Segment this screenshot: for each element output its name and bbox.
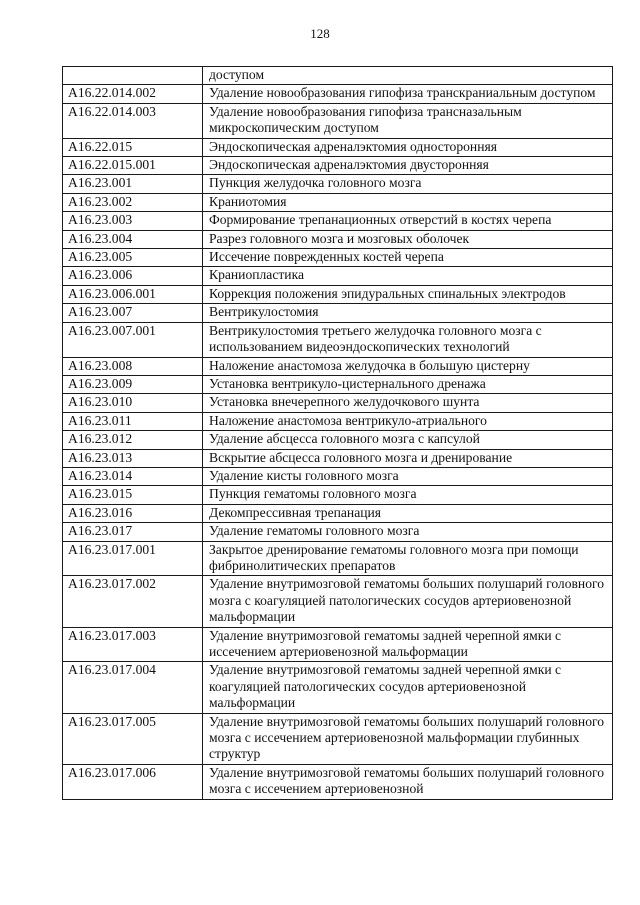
service-code-cell: А16.23.009 — [63, 375, 203, 393]
table-row — [63, 230, 613, 248]
service-name-cell: Пункция желудочка головного мозга — [203, 175, 613, 193]
service-code-cell: А16.23.017.006 — [63, 764, 203, 799]
table-row — [63, 304, 613, 322]
services-table-body — [63, 67, 613, 800]
table-row — [63, 467, 613, 485]
table-row — [63, 193, 613, 211]
service-name-cell: Установка вентрикуло-цистернального дренажа — [203, 375, 613, 393]
service-name-cell: Вентрикулостомия — [203, 304, 613, 322]
service-code-cell: А16.23.006.001 — [63, 285, 203, 303]
service-name-cell: Наложение анастомоза вентрикуло-атриального — [203, 412, 613, 430]
service-code-cell: А16.23.016 — [63, 504, 203, 522]
table-row — [63, 431, 613, 449]
service-name-cell: Удаление абсцесса головного мозга с капсулой — [203, 431, 613, 449]
service-name-cell: Краниотомия — [203, 193, 613, 211]
service-code-cell: А16.23.002 — [63, 193, 203, 211]
table-row — [63, 764, 613, 799]
service-code-cell: А16.23.012 — [63, 431, 203, 449]
table-row — [63, 322, 613, 357]
service-name-cell: Удаление новообразования гипофиза транскраниальным доступом — [203, 85, 613, 103]
service-code-cell: А16.23.017.005 — [63, 713, 203, 764]
service-name-cell: Эндоскопическая адреналэктомия двусторонняя — [203, 157, 613, 175]
service-name-cell: Пункция гематомы головного мозга — [203, 486, 613, 504]
table-row — [63, 138, 613, 156]
service-code-cell: А16.23.004 — [63, 230, 203, 248]
service-name-cell: Формирование трепанационных отверстий в костях черепа — [203, 212, 613, 230]
table-row — [63, 357, 613, 375]
service-code-cell: А16.23.013 — [63, 449, 203, 467]
service-code-cell: А16.23.017 — [63, 523, 203, 541]
table-row — [63, 394, 613, 412]
table-row — [63, 285, 613, 303]
table-row — [63, 85, 613, 103]
table-row — [63, 175, 613, 193]
service-code-cell: А16.23.007.001 — [63, 322, 203, 357]
service-name-cell: Краниопластика — [203, 267, 613, 285]
table-row — [63, 662, 613, 713]
service-name-cell: Удаление внутримозговой гематомы задней черепной ямки с иссечением артериовенозной мальформации — [203, 627, 613, 662]
services-table — [62, 66, 613, 800]
table-row — [63, 486, 613, 504]
service-code-cell: А16.23.017.003 — [63, 627, 203, 662]
service-name-cell: Удаление новообразования гипофиза трансназальным микроскопическим доступом — [203, 103, 613, 138]
table-row — [63, 449, 613, 467]
service-name-cell: Наложение анастомоза желудочка в большую цистерну — [203, 357, 613, 375]
service-code-cell: А16.23.011 — [63, 412, 203, 430]
service-name-cell: Разрез головного мозга и мозговых оболочек — [203, 230, 613, 248]
service-code-cell: А16.23.014 — [63, 467, 203, 485]
service-name-cell: Вскрытие абсцесса головного мозга и дренирование — [203, 449, 613, 467]
service-name-cell: Удаление внутримозговой гематомы задней черепной ямки с коагуляцией патологических сосудов артериовенозной мальформации — [203, 662, 613, 713]
page-number: 128 — [310, 26, 330, 41]
service-name-cell: Удаление кисты головного мозга — [203, 467, 613, 485]
service-code-cell: А16.23.003 — [63, 212, 203, 230]
service-code-cell: А16.23.007 — [63, 304, 203, 322]
service-code-cell: А16.22.014.002 — [63, 85, 203, 103]
table-row — [63, 249, 613, 267]
table-row — [63, 212, 613, 230]
service-name-cell: Удаление внутримозговой гематомы больших полушарий головного мозга с иссечением артериовенозной — [203, 764, 613, 799]
service-name-cell: Закрытое дренирование гематомы головного мозга при помощи фибринолитических препаратов — [203, 541, 613, 576]
service-code-cell — [63, 67, 203, 85]
service-code-cell: А16.23.001 — [63, 175, 203, 193]
service-name-cell: Коррекция положения эпидуральных спинальных электродов — [203, 285, 613, 303]
service-name-cell: Вентрикулостомия третьего желудочка головного мозга с использованием видеоэндоскопических технологий — [203, 322, 613, 357]
service-code-cell: А16.23.006 — [63, 267, 203, 285]
service-name-cell: доступом — [203, 67, 613, 85]
table-row — [63, 576, 613, 627]
service-code-cell: А16.23.017.002 — [63, 576, 203, 627]
service-code-cell: А16.22.014.003 — [63, 103, 203, 138]
service-name-cell: Удаление гематомы головного мозга — [203, 523, 613, 541]
table-row — [63, 523, 613, 541]
service-name-cell: Установка внечерепного желудочкового шунта — [203, 394, 613, 412]
service-code-cell: А16.22.015.001 — [63, 157, 203, 175]
service-code-cell: А16.23.015 — [63, 486, 203, 504]
table-row — [63, 627, 613, 662]
table-row — [63, 412, 613, 430]
service-name-cell: Иссечение поврежденных костей черепа — [203, 249, 613, 267]
service-name-cell: Удаление внутримозговой гематомы больших полушарий головного мозга с коагуляцией патологических сосудов артериовенозной мальформации — [203, 576, 613, 627]
service-name-cell: Удаление внутримозговой гематомы больших полушарий головного мозга с иссечением артериовенозной мальформации глубинных структур — [203, 713, 613, 764]
table-row — [63, 504, 613, 522]
table-row — [63, 375, 613, 393]
service-name-cell: Эндоскопическая адреналэктомия односторонняя — [203, 138, 613, 156]
service-code-cell: А16.23.005 — [63, 249, 203, 267]
table-row — [63, 267, 613, 285]
table-row — [63, 541, 613, 576]
service-name-cell: Декомпрессивная трепанация — [203, 504, 613, 522]
service-code-cell: А16.22.015 — [63, 138, 203, 156]
table-row — [63, 103, 613, 138]
service-code-cell: А16.23.008 — [63, 357, 203, 375]
service-code-cell: А16.23.017.004 — [63, 662, 203, 713]
table-row — [63, 157, 613, 175]
service-code-cell: А16.23.017.001 — [63, 541, 203, 576]
service-code-cell: А16.23.010 — [63, 394, 203, 412]
table-row — [63, 67, 613, 85]
table-row — [63, 713, 613, 764]
